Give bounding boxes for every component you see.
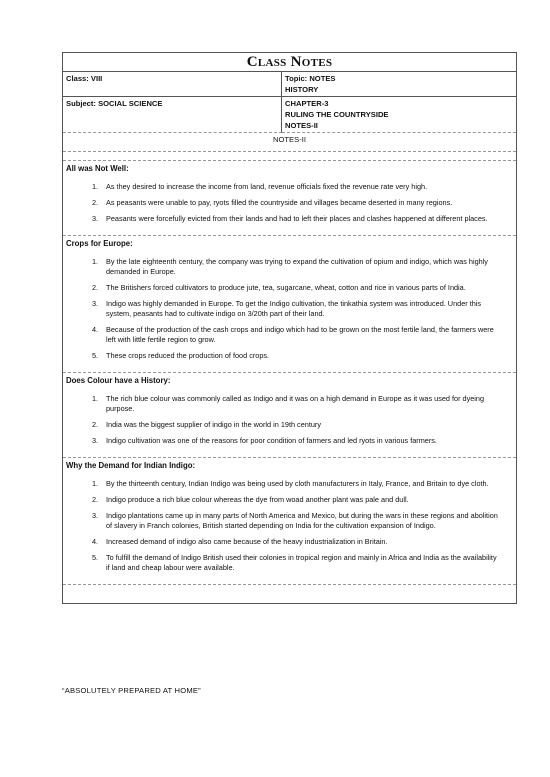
list-text: Indigo was highly demanded in Europe. To get the Indigo cultivation, the tinkathia system was introduced. Under this system, peasants had to cultivate indigo on 3/20th part of their land. — [106, 299, 482, 318]
list-text: Increased demand of indigo also came because of the heavy industrialization in Britain. — [106, 537, 388, 546]
divider — [63, 152, 516, 161]
list-item — [66, 182, 513, 192]
numbered-list — [66, 257, 513, 361]
subject-cell — [63, 97, 282, 133]
notes-section — [63, 236, 516, 373]
list-text: Indigo produce a rich blue colour whereas the dye from woad another plant was pale and dull. — [106, 495, 409, 504]
footer-text: “ABSOLUTELY PREPARED AT HOME” — [62, 686, 201, 695]
list-number: 2. — [92, 283, 99, 292]
list-number: 1. — [92, 479, 99, 488]
list-text: India was the biggest supplier of indigo in the world in 19th century — [106, 420, 321, 429]
list-number: 3. — [92, 299, 99, 308]
list-item — [66, 394, 513, 414]
list-item — [66, 257, 513, 277]
list-number: 1. — [92, 182, 99, 191]
list-item — [66, 198, 513, 208]
list-number: 1. — [92, 257, 99, 266]
numbered-list — [66, 182, 513, 224]
list-number: 2. — [92, 420, 99, 429]
notes-frame — [62, 52, 517, 604]
subject-label: Subject: SOCIAL SCIENCE — [66, 99, 163, 108]
list-number: 5. — [92, 351, 99, 360]
chapter-line: CHAPTER-3 — [285, 99, 329, 108]
numbered-list — [66, 479, 513, 573]
list-text: Indigo plantations came up in many parts of North America and Mexico, but during the wars in these regions and abolition of slavery in Franch colonies, British started depending on India for the cultivation expansion of Indigo. — [106, 511, 498, 530]
list-number: 4. — [92, 325, 99, 334]
list-item — [66, 436, 513, 446]
list-item — [66, 495, 513, 505]
list-text: The Britishers forced cultivators to produce jute, tea, sugarcane, wheat, cotton and rice in various parts of India. — [106, 283, 466, 292]
list-text: Peasants were forcefully evicted from their lands and had to left their places and clashes happened at different places. — [106, 214, 488, 223]
list-item — [66, 299, 513, 319]
chapter-line: RULING THE COUNTRYSIDE — [285, 110, 389, 119]
section-heading: Does Colour have a History: — [66, 376, 171, 385]
chapter-line: NOTES-II — [285, 121, 318, 130]
list-item — [66, 511, 513, 531]
list-item — [66, 553, 513, 573]
chapter-cell — [282, 97, 516, 133]
list-item — [66, 351, 513, 361]
numbered-list — [66, 394, 513, 446]
section-heading: Crops for Europe: — [66, 239, 133, 248]
list-text: The rich blue colour was commonly called as Indigo and it was on a high demand in Europe as it was used for dyeing purpose. — [106, 394, 485, 413]
list-item — [66, 325, 513, 345]
list-item — [66, 214, 513, 224]
list-item — [66, 283, 513, 293]
topic-line: HISTORY — [285, 85, 319, 94]
page-title: Class Notes — [63, 53, 516, 72]
notes-label: NOTES-II — [63, 133, 516, 152]
topic-cell — [282, 72, 516, 97]
class-cell — [63, 72, 282, 97]
blank-row — [63, 585, 516, 603]
list-number: 5. — [92, 553, 99, 562]
topic-line: Topic: NOTES — [285, 74, 336, 83]
list-item — [66, 479, 513, 489]
sections-container — [63, 161, 516, 585]
notes-section — [63, 373, 516, 458]
list-number: 2. — [92, 495, 99, 504]
list-text: Indigo cultivation was one of the reasons for poor condition of farmers and led ryots in various farmers. — [106, 436, 437, 445]
header-table — [63, 72, 516, 133]
list-text: To fulfill the demand of Indigo British used their colonies in tropical region and mainly in Africa and India as the availability if land and cheap labour were available. — [106, 553, 497, 572]
list-number: 3. — [92, 511, 99, 520]
list-text: By the late eighteenth century, the company was trying to expand the cultivation of opium and indigo, which was highly demanded in Europe. — [106, 257, 488, 276]
list-number: 3. — [92, 436, 99, 445]
list-number: 3. — [92, 214, 99, 223]
class-label: Class: VIII — [66, 74, 103, 83]
section-heading: All was Not Well: — [66, 164, 129, 173]
list-number: 1. — [92, 394, 99, 403]
notes-section — [63, 458, 516, 585]
list-number: 4. — [92, 537, 99, 546]
list-item — [66, 537, 513, 547]
notes-section — [63, 161, 516, 236]
list-text: These crops reduced the production of food crops. — [106, 351, 270, 360]
list-item — [66, 420, 513, 430]
list-text: As peasants were unable to pay, ryots filled the countryside and villages became deserted in many regions. — [106, 198, 453, 207]
list-text: As they desired to increase the income from land, revenue officials fixed the revenue rate very high. — [106, 182, 428, 191]
list-number: 2. — [92, 198, 99, 207]
list-text: By the thirteenth century, Indian Indigo was being used by cloth manufacturers in Italy, France, and Britain to dye cloth. — [106, 479, 489, 488]
list-text: Because of the production of the cash crops and indigo which had to be grown on the most fertile land, the farmers were left with little fertile region to grow. — [106, 325, 494, 344]
section-heading: Why the Demand for Indian Indigo: — [66, 461, 196, 470]
